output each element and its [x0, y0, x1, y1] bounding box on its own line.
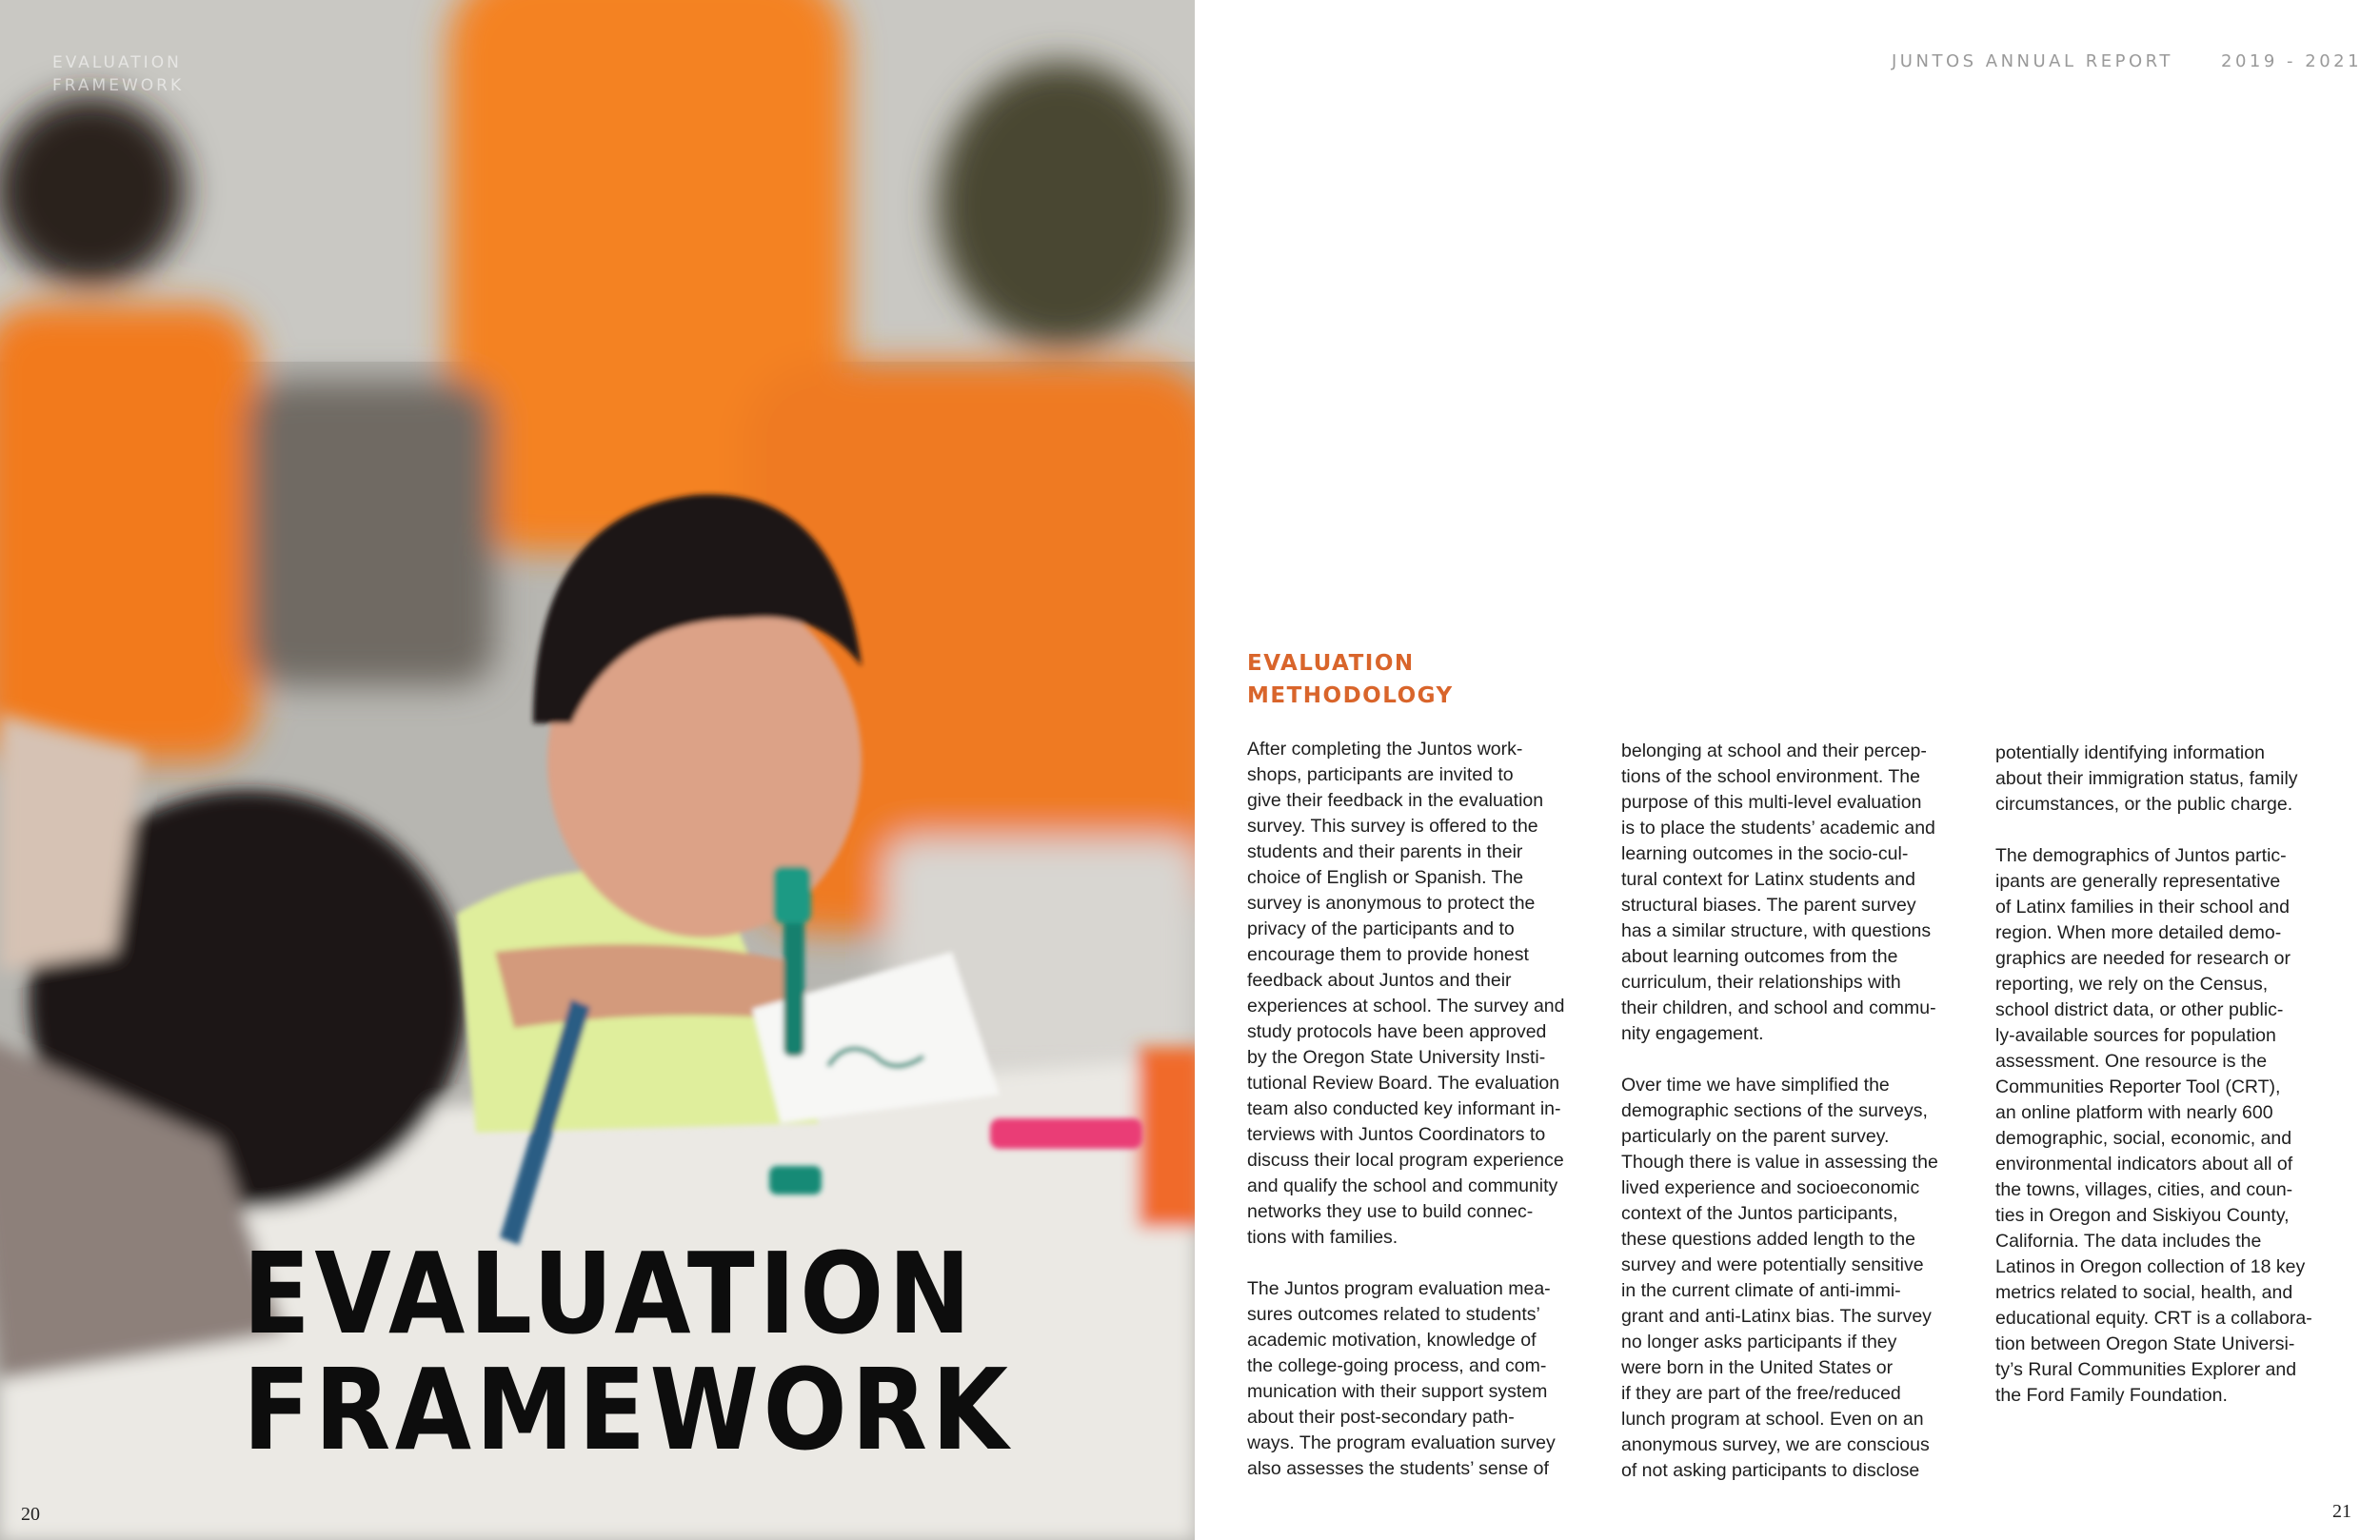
text-column-3: [1995, 740, 2338, 1434]
paragraph: Over time we have simplified the demographic sections of the surveys, particularly on the parent survey. Though there is value in assessing the lived experience and socioeconomic context of the Juntos participants, these questions added length to the survey and were potentially sensitive in the current climate of anti-immi- grant and anti-Latinx bias. The survey no longer asks participants if they were born in the United States or if they are part of the free/reduced lunch program at school. Even on an anonymous survey, we are conscious of not asking participants to disclose: [1621, 1075, 1938, 1481]
text-column-1: [1247, 737, 1590, 1508]
page-headline: [243, 1228, 1013, 1475]
page-number-right: 21: [2332, 1501, 2351, 1522]
section-heading: [1247, 647, 1454, 712]
right-page: [1195, 0, 2380, 1540]
report-title: JUNTOS ANNUAL REPORT: [1892, 51, 2173, 71]
paragraph: potentially identifying information about their immigration status, family circumstances, or the public charge.: [1995, 742, 2298, 815]
headline-line-2: FRAMEWORK: [243, 1344, 1013, 1475]
paragraph: After completing the Juntos work- shops, participants are invited to give their feedback in the evaluation survey. This survey is offered to the students and their parents in their choice of English or Spanish. The survey is anonymous to protect the privacy of the participants and to encourage them to provide honest feedback about Juntos and their experiences at school. The survey and study protocols have been approved by the Oregon State University Insti- tutional Review Board. The evaluation team also conducted key informant in- terviews with Juntos Coordinators to discuss their local program experience and qualify the school and community networks they use to build connec- tions with families.: [1247, 739, 1565, 1248]
page-number-left: 20: [21, 1504, 40, 1525]
report-years: 2019 - 2021: [2221, 51, 2363, 71]
paragraph: The Juntos program evaluation mea- sures outcomes related to students’ academic motivation, knowledge of the college-going process, and com- munication with their support system about their post-secondary path- ways. The program evaluation survey also assesses the students’ sense of: [1247, 1278, 1556, 1479]
section-runner: EVALUATION FRAMEWORK: [52, 53, 185, 95]
section-heading-line-1: EVALUATION: [1247, 651, 1415, 676]
section-heading-line-2: METHODOLOGY: [1247, 683, 1454, 708]
text-column-2: [1621, 739, 1964, 1510]
paragraph: The demographics of Juntos partic- ipants are generally representative of Latinx families in their school and region. When more detailed demo- graphics are needed for research or reporting, we rely on the Census, school district data, or other public- ly-available sources for population assessment. One resource is the Communities Reporter Tool (CRT), an online platform with nearly 600 demographic, social, economic, and environmental indicators about all of the towns, villages, cities, and coun- ties in Oregon and Siskiyou County, California. The data includes the Latinos in Oregon collection of 18 key metrics related to social, health, and educational equity. CRT is a collabora- tion between Oregon State Universi- ty’s Rural Communities Explorer and the Ford Family Foundation.: [1995, 845, 2312, 1406]
headline-line-1: EVALUATION: [243, 1228, 976, 1359]
paragraph: belonging at school and their percep- tions of the school environment. The purpose of this multi-level evaluation is to place the students’ academic and learning outcomes in the socio-cul- tural context for Latinx students and structural biases. The parent survey has a similar structure, with questions about learning outcomes from the curriculum, their relationships with their children, and school and commu- nity engagement.: [1621, 740, 1936, 1044]
